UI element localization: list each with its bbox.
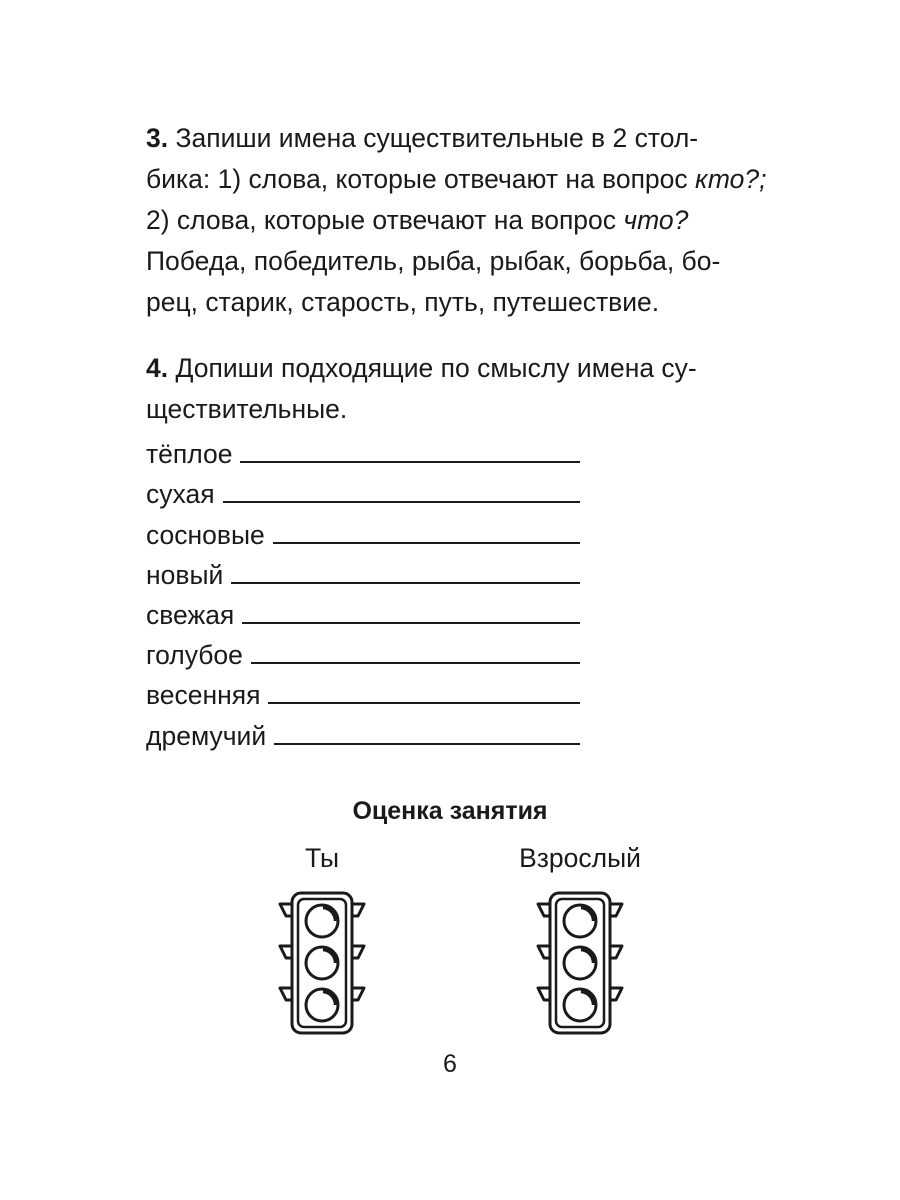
adjective: голубое bbox=[146, 640, 243, 671]
fill-in-row bbox=[146, 430, 580, 470]
answer-line[interactable] bbox=[251, 662, 580, 664]
task-3-question-who: кто?; bbox=[695, 164, 767, 194]
traffic-light-icon bbox=[272, 890, 372, 1036]
answer-line[interactable] bbox=[223, 501, 580, 503]
adjective: сосновые bbox=[146, 519, 265, 550]
adjective: тёплое bbox=[146, 439, 233, 470]
task-4-line-1 bbox=[146, 348, 796, 389]
task-3-text-3: 2) слова, которые отвечают на вопрос bbox=[146, 205, 624, 235]
adjective: дремучий bbox=[146, 720, 267, 751]
fill-in-row bbox=[146, 631, 580, 671]
rating-label-adult: Взрослый bbox=[519, 843, 641, 873]
answer-line[interactable] bbox=[242, 622, 580, 624]
traffic-light-icon bbox=[530, 890, 630, 1036]
task-3-question-what: что? bbox=[623, 205, 689, 235]
task-4-line-2: ществительные. bbox=[146, 394, 348, 424]
word-list-line-2: рец, старик, старость, путь, путешествие. bbox=[146, 287, 660, 317]
rating-title: Оценка занятия bbox=[352, 797, 548, 825]
answer-line[interactable] bbox=[231, 582, 580, 584]
answer-line[interactable] bbox=[274, 743, 580, 745]
task-4-instructions bbox=[146, 348, 796, 430]
fill-in-row bbox=[146, 551, 580, 591]
task-3-line-1 bbox=[146, 118, 796, 159]
task-4-number: 4. bbox=[146, 353, 169, 383]
task-3-number: 3. bbox=[146, 123, 169, 153]
adjective: новый bbox=[146, 559, 224, 590]
task-3-text-1: Запиши имена существительные в 2 стол- bbox=[175, 123, 699, 153]
adjective: весенняя bbox=[146, 680, 261, 711]
fill-in-row bbox=[146, 591, 580, 631]
task-3-line-3 bbox=[146, 200, 796, 241]
rating-label-you: Ты bbox=[304, 843, 340, 873]
adjective: сухая bbox=[146, 479, 215, 510]
answer-line[interactable] bbox=[240, 461, 580, 463]
page-number: 6 bbox=[443, 1050, 457, 1078]
task-3-text-2: бика: 1) слова, которые отвечают на вопрос bbox=[146, 164, 696, 194]
answer-line[interactable] bbox=[273, 542, 580, 544]
fill-in-row bbox=[146, 510, 580, 550]
task-3-instructions bbox=[146, 118, 796, 241]
task-3-word-list bbox=[146, 241, 796, 323]
adjective: свежая bbox=[146, 599, 235, 630]
fill-in-row bbox=[146, 671, 580, 711]
task-3-line-2 bbox=[146, 159, 796, 200]
fill-in-list bbox=[146, 430, 580, 752]
fill-in-row bbox=[146, 711, 580, 751]
fill-in-row bbox=[146, 470, 580, 510]
answer-line[interactable] bbox=[268, 702, 580, 704]
word-list-line-1: Победа, победитель, рыба, рыбак, борьба, бо- bbox=[146, 246, 721, 276]
task-4-text-1: Допиши подходящие по смыслу имена су- bbox=[175, 353, 697, 383]
